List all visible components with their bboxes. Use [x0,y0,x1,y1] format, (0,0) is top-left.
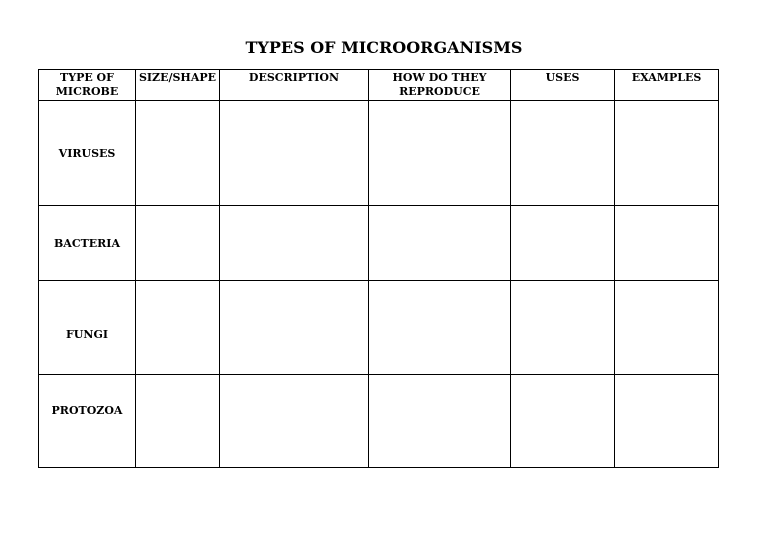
table-cell[interactable] [511,281,615,375]
column-header-uses: USES [511,70,615,101]
table-cell[interactable] [220,101,369,206]
row-label-text: FUNGI [66,328,108,341]
table-row [39,101,719,206]
table-cell[interactable] [220,375,369,468]
row-label-viruses [39,101,136,206]
microorganisms-table [38,69,719,468]
table-cell[interactable] [511,206,615,281]
table-cell[interactable] [136,375,220,468]
table-cell[interactable] [511,101,615,206]
page-title: TYPES OF MICROORGANISMS [245,38,523,57]
row-label-text: VIRUSES [58,146,116,160]
column-header-examples: EXAMPLES [615,70,719,101]
table-cell[interactable] [220,281,369,375]
row-label-text: PROTOZOA [51,404,123,417]
row-label-fungi [39,281,136,375]
table-cell[interactable] [369,101,511,206]
row-label-text: BACTERIA [54,236,120,250]
table-cell[interactable] [369,375,511,468]
column-header-reproduce: HOW DO THEY REPRODUCE [369,70,511,101]
table-cell[interactable] [369,281,511,375]
table-cell[interactable] [136,101,220,206]
header-row [39,70,719,101]
table-cell[interactable] [136,281,220,375]
column-header-description: DESCRIPTION [220,70,369,101]
row-label-bacteria [39,206,136,281]
table-row [39,281,719,375]
table-row [39,206,719,281]
table-cell[interactable] [369,206,511,281]
table-row [39,375,719,468]
column-header-size-shape: SIZE/SHAPE [136,70,220,101]
table-cell[interactable] [220,206,369,281]
column-header-type: TYPE OF MICROBE [39,70,136,101]
table-cell[interactable] [615,101,719,206]
table-cell[interactable] [615,375,719,468]
table-cell[interactable] [136,206,220,281]
table-cell[interactable] [615,206,719,281]
table-cell[interactable] [511,375,615,468]
row-label-protozoa [39,375,136,468]
table-cell[interactable] [615,281,719,375]
